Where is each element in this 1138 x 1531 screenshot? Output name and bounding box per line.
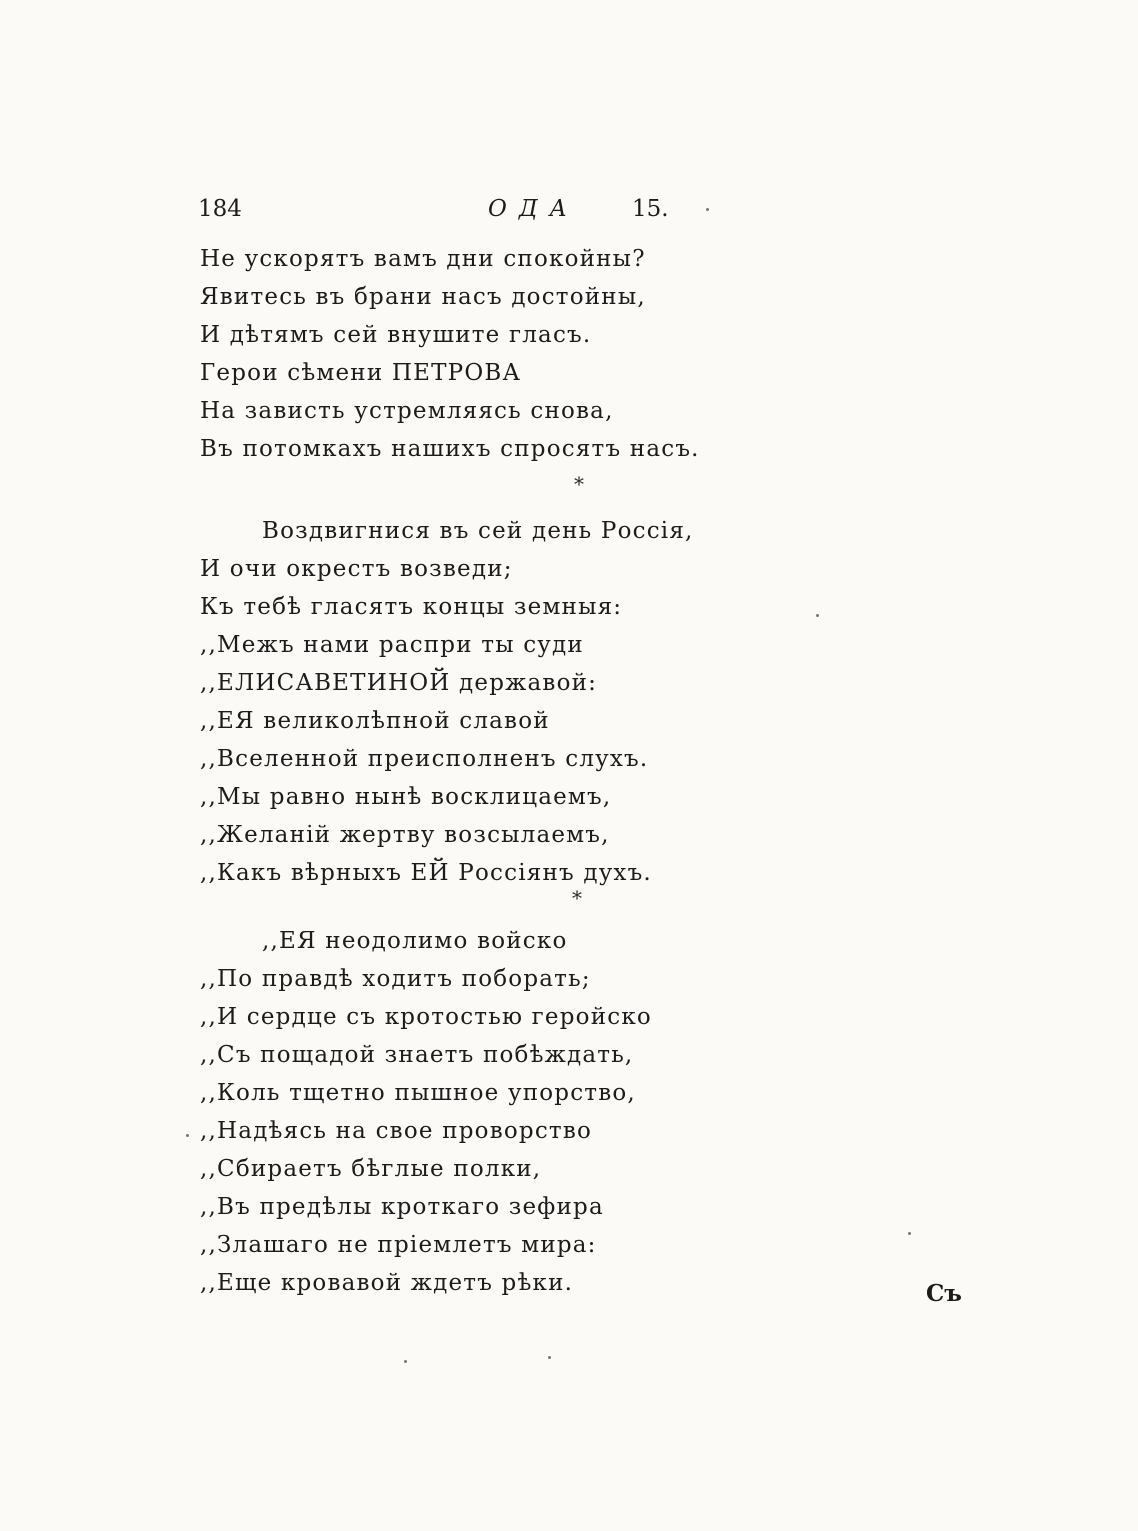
verse-line: ,,Еще кровавой ждетъ рѣки. — [200, 1270, 574, 1296]
verse-line: ,,Межъ нами распри ты суди — [200, 632, 584, 658]
running-title: ОДА — [488, 196, 579, 222]
verse-line: ,,И сердце съ кротостью геройско — [200, 1004, 652, 1030]
stanza-3 — [200, 922, 652, 1302]
verse-line: ,,ЕЯ великолѣпной славой — [200, 708, 550, 734]
print-speck — [186, 1134, 189, 1137]
verse-line: ,,Надѣясь на свое проворство — [200, 1118, 593, 1144]
stanza-divider: * — [572, 886, 582, 910]
page-number: 184 — [198, 196, 242, 222]
print-speck — [908, 1232, 911, 1235]
verse-line: ,,Какъ вѣрныхъ ЕЙ Россіянъ духъ. — [200, 860, 652, 886]
ode-number: 15. — [632, 196, 669, 222]
verse-line: ,,Желаній жертву возсылаемъ, — [200, 822, 610, 848]
verse-line: И очи окрестъ возведи; — [200, 556, 513, 582]
verse-line: Въ потомкахъ нашихъ спросятъ насъ. — [200, 436, 700, 462]
verse-line: Не ускорятъ вамъ дни спокойны? — [200, 246, 646, 272]
stanza-divider: * — [574, 472, 584, 496]
verse-line: ,,Мы равно нынѣ восклицаемъ, — [200, 784, 612, 810]
verse-line: ,,ЕЯ неодолимо войско — [262, 928, 568, 954]
verse-line: ,,Въ предѣлы кроткаго зефира — [200, 1194, 604, 1220]
print-speck — [404, 1360, 407, 1363]
verse-line: ,,Съ пощадой знаетъ побѣждать, — [200, 1042, 634, 1068]
verse-line: Воздвигнися въ сей день Россія, — [262, 518, 694, 544]
print-speck — [548, 1356, 551, 1359]
page-header — [198, 196, 678, 232]
verse-line: ,,Вселенной преисполненъ слухъ. — [200, 746, 649, 772]
print-speck — [706, 208, 709, 211]
verse-line: И дѣтямъ сей внушите гласъ. — [200, 322, 592, 348]
print-speck — [816, 614, 819, 617]
verse-line: ,,По правдѣ ходитъ поборать; — [200, 966, 591, 992]
stanza-1 — [200, 240, 700, 468]
verse-line: ,,Злашаго не пріемлетъ мира: — [200, 1232, 597, 1258]
verse-line: ,,Сбираетъ бѣглые полки, — [200, 1156, 542, 1182]
verse-line: Явитесь въ брани насъ достойны, — [200, 284, 646, 310]
verse-line: Герои сѣмени ПЕТРОВА — [200, 360, 522, 386]
verse-line: На зависть устремляясь снова, — [200, 398, 614, 424]
verse-line: ,,Коль тщетно пышное упорство, — [200, 1080, 636, 1106]
catchword: Съ — [926, 1280, 962, 1307]
verse-line: Къ тебѣ гласятъ концы земныя: — [200, 594, 623, 620]
stanza-2 — [200, 512, 694, 892]
verse-line: ,,ЕЛИСАВЕТИНОЙ державой: — [200, 670, 598, 696]
